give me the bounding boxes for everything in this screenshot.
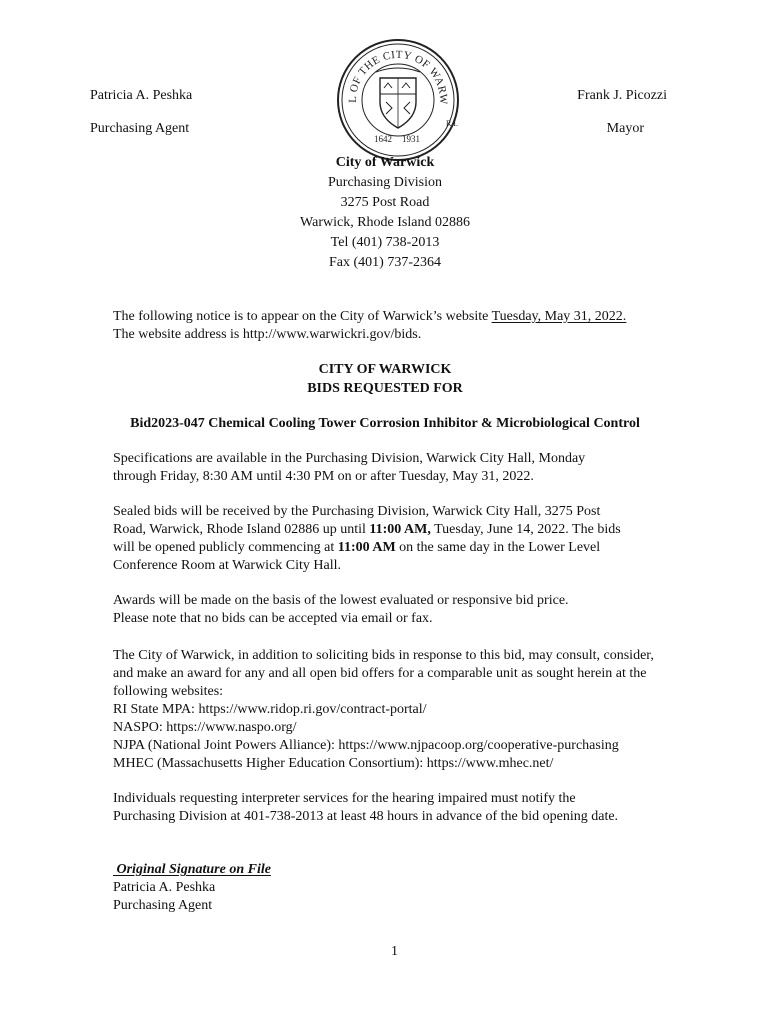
title-line-1: CITY OF WARWICK	[318, 362, 452, 377]
sealed-line-2a: Road, Warwick, Rhode Island 02886 up until	[113, 522, 370, 537]
sealed-line-4: Conference Room at Warwick City Hall.	[113, 558, 341, 573]
title-line-2: BIDS REQUESTED FOR	[307, 381, 463, 396]
sealed-bids-paragraph	[113, 503, 713, 575]
awards-line-1: Awards will be made on the basis of the lowest evaluated or responsive bid price.	[113, 593, 569, 608]
header-right-name: Frank J. Picozzi	[577, 88, 667, 103]
signature-label: Original Signature on File	[113, 862, 271, 877]
office-division: Purchasing Division	[328, 175, 442, 190]
signature-title: Purchasing Agent	[113, 898, 213, 913]
notice-date: Tuesday, May 31, 2022.	[491, 309, 627, 324]
seal-ring-text: L OF THE CITY OF WARW	[346, 48, 450, 105]
sealed-time-2: 11:00 AM	[337, 540, 396, 555]
sealed-line-3a: will be opened publicly commencing at	[113, 540, 338, 555]
site-mhec: MHEC (Massachusetts Higher Education Consortium): https://www.mhec.net/	[113, 756, 554, 771]
header-right-title: Mayor	[606, 121, 644, 136]
signature-block	[113, 861, 713, 915]
specs-line-2: through Friday, 8:30 AM until 4:30 PM on or after Tuesday, May 31, 2022.	[113, 469, 534, 484]
site-naspo: NASPO: https://www.naspo.org/	[113, 720, 297, 735]
consult-line-3: following websites:	[113, 684, 224, 699]
notice-title	[0, 360, 770, 398]
interpreter-line-2: Purchasing Division at 401-738-2013 at least 48 hours in advance of the bid opening date.	[113, 809, 619, 824]
consult-line-1: The City of Warwick, in addition to soliciting bids in response to this bid, may consult, consider,	[113, 648, 654, 663]
notice-intro	[113, 308, 713, 344]
specs-line-1: Specifications are available in the Purchasing Division, Warwick City Hall, Monday	[113, 451, 586, 466]
office-street: 3275 Post Road	[340, 195, 430, 210]
seal-year-left: 1642	[374, 134, 392, 144]
office-address	[0, 153, 770, 273]
sealed-line-1: Sealed bids will be received by the Purchasing Division, Warwick City Hall, 3275 Post	[113, 504, 601, 519]
site-njpa: NJPA (National Joint Powers Alliance): https://www.njpacoop.org/cooperative-purchasing	[113, 738, 619, 753]
awards-line-2: Please note that no bids can be accepted via email or fax.	[113, 611, 433, 626]
signature-name: Patricia A. Peshka	[113, 880, 216, 895]
bid-title: Bid2023-047 Chemical Cooling Tower Corrosion Inhibitor & Microbiological Control	[130, 416, 640, 431]
sealed-line-3c: on the same day in the Lower Level	[395, 540, 601, 555]
office-fax: Fax (401) 737-2364	[329, 255, 441, 270]
specs-paragraph	[113, 450, 713, 486]
notice-intro-text: The following notice is to appear on the City of Warwick’s website	[113, 309, 492, 324]
interpreter-paragraph	[113, 790, 713, 826]
notice-website: The website address is http://www.warwickri.gov/bids.	[113, 327, 422, 342]
awards-paragraph	[113, 592, 713, 628]
consult-paragraph	[113, 647, 713, 773]
seal-ring-side: R.I.	[446, 119, 458, 128]
office-tel: Tel (401) 738-2013	[330, 235, 440, 250]
header-left-name: Patricia A. Peshka	[90, 88, 193, 103]
sealed-line-2c: Tuesday, June 14, 2022. The bids	[430, 522, 621, 537]
office-name: City of Warwick	[335, 155, 435, 170]
header-left-title: Purchasing Agent	[90, 121, 190, 136]
sealed-time-1: 11:00 AM,	[369, 522, 431, 537]
consult-line-2: and make an award for any and all open bid offers for a comparable unit as sought herein at the	[113, 666, 647, 681]
office-city: Warwick, Rhode Island 02886	[300, 215, 470, 230]
site-ri-state-mpa: RI State MPA: https://www.ridop.ri.gov/contract-portal/	[113, 702, 427, 717]
city-seal	[336, 38, 460, 162]
page-number: 1	[391, 944, 398, 959]
seal-year-right: 1931	[402, 134, 420, 144]
interpreter-line-1: Individuals requesting interpreter services for the hearing impaired must notify the	[113, 791, 576, 806]
